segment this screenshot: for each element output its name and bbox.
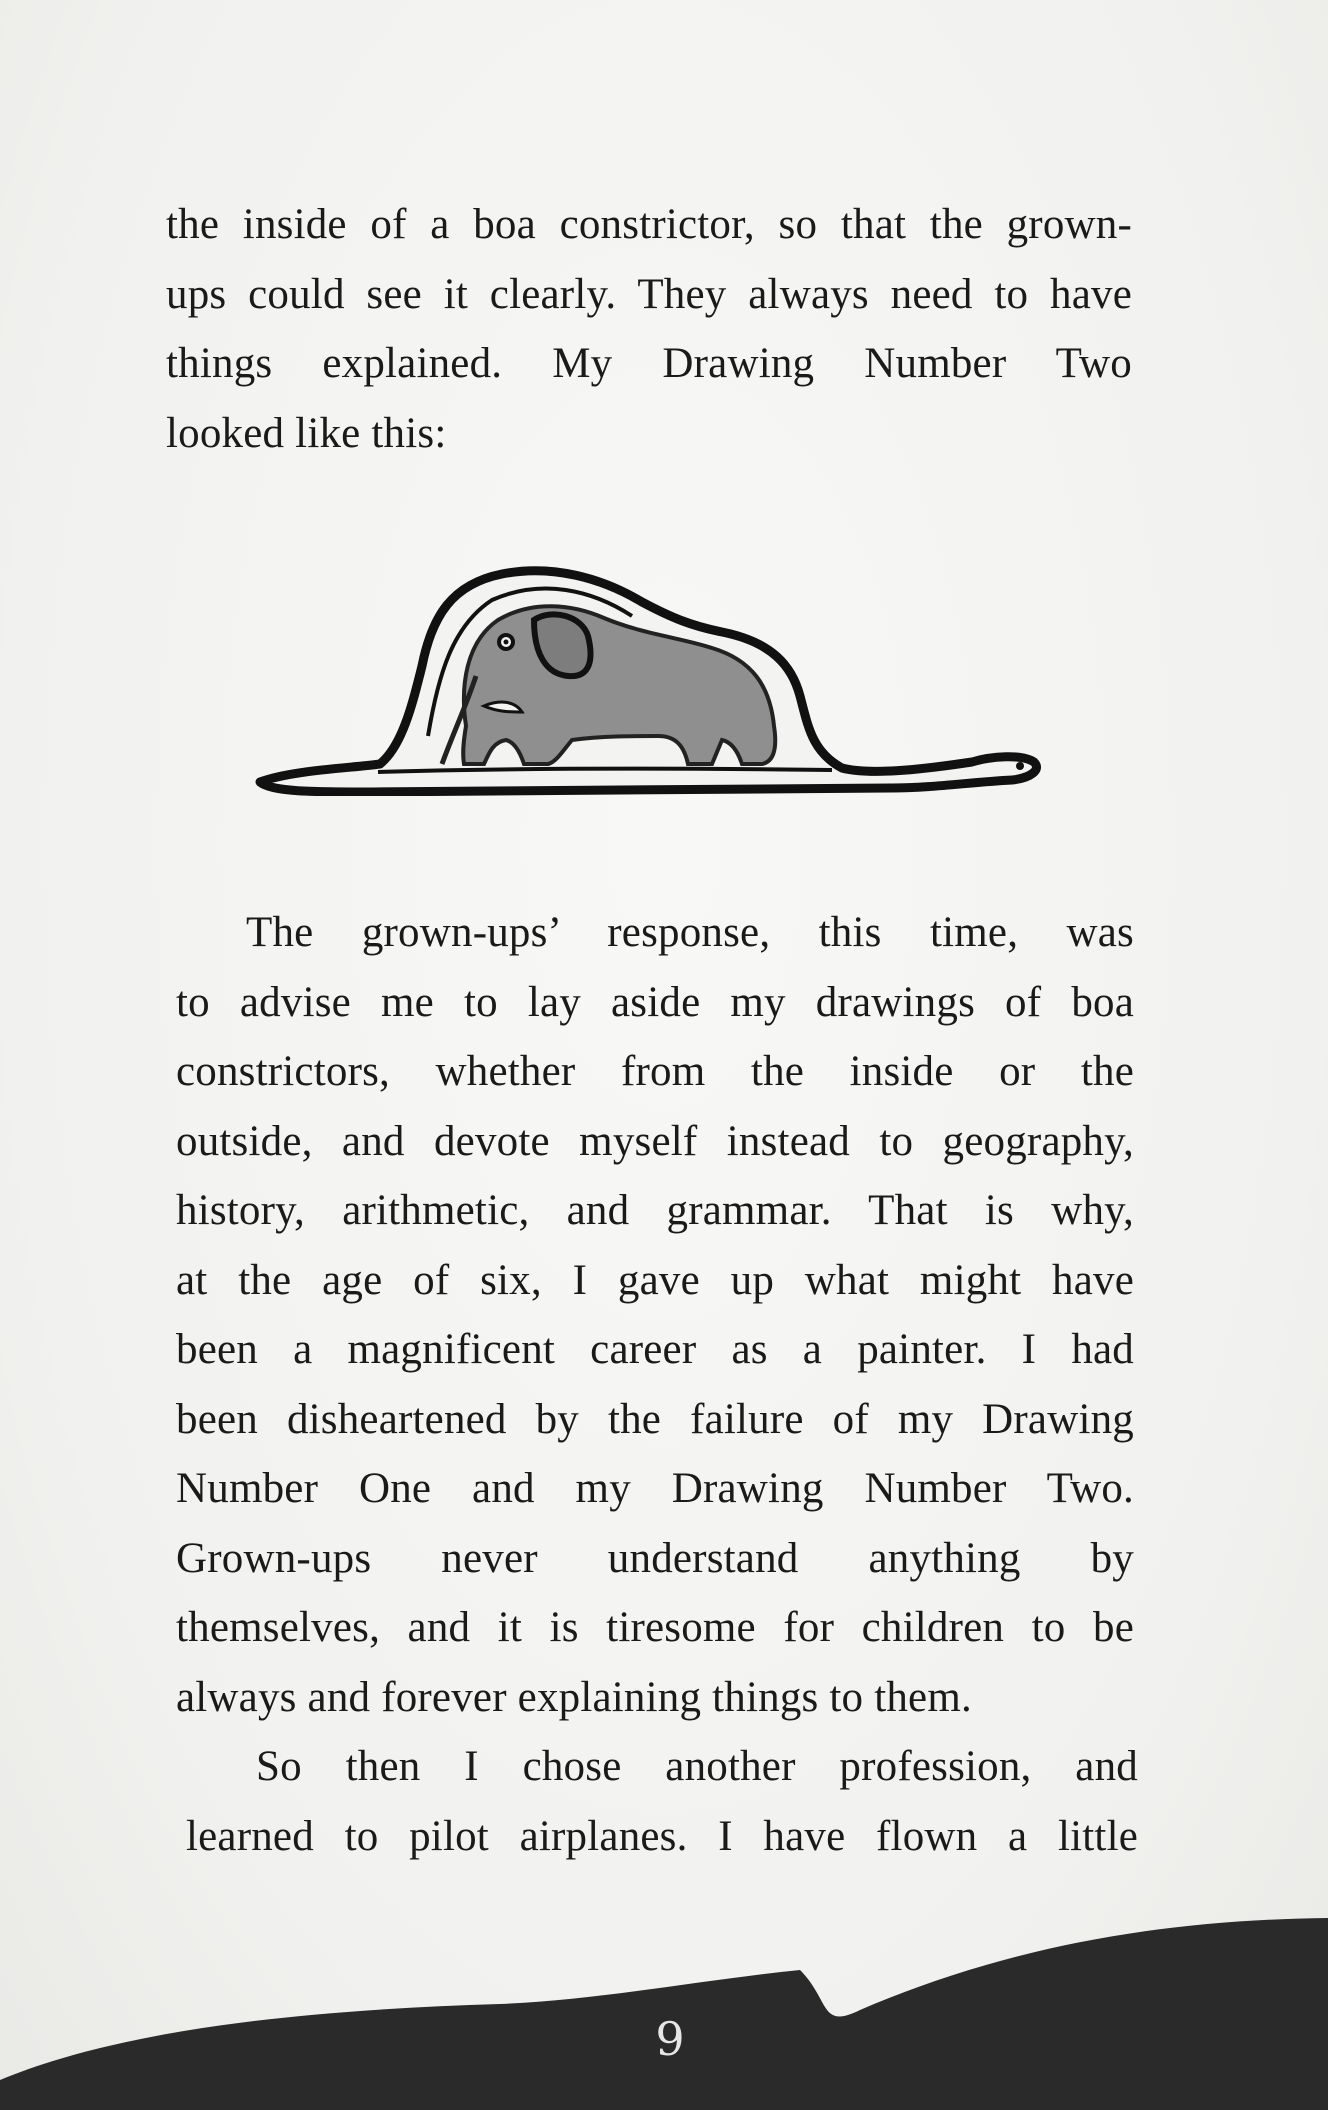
text-line: ups could see it clearly. They always need to have	[166, 270, 1132, 318]
text-line: been disheartened by the failure of my Drawing	[176, 1395, 1134, 1443]
paragraph-drawing-explained	[166, 190, 1132, 468]
text-line: always and forever explaining things to them.	[176, 1673, 972, 1721]
text-line: things explained. My Drawing Number Two	[166, 340, 1132, 387]
text-line: themselves, and it is tiresome for children to be	[176, 1604, 1134, 1651]
text-line: Grown-ups never understand anything by	[176, 1534, 1134, 1582]
text-line: to advise me to lay aside my drawings of boa	[176, 978, 1134, 1026]
footer-band	[0, 1900, 1328, 2110]
text-line: at the age of six, I gave up what might have	[176, 1256, 1134, 1304]
text-line: constrictors, whether from the inside or the	[176, 1048, 1134, 1095]
text-line: outside, and devote myself instead to geography,	[176, 1117, 1134, 1165]
text-line: learned to pilot airplanes. I have flown a little	[186, 1812, 1138, 1860]
text-line: been a magnificent career as a painter. I had	[176, 1326, 1134, 1373]
text-line: the inside of a boa constrictor, so that the grown-	[166, 201, 1132, 248]
text-line: looked like this:	[166, 409, 447, 457]
page-number: 9	[655, 2012, 685, 2066]
elephant-inside-boa-constrictor-icon	[252, 556, 1046, 796]
text-line: history, arithmetic, and grammar. That is why,	[176, 1187, 1134, 1234]
paragraph-pilot-profession	[186, 1732, 1138, 1871]
paragraph-grownups-response	[176, 898, 1134, 1732]
text-line: The grown-ups’ response, this time, was	[246, 909, 1134, 956]
text-line: So then I chose another profession, and	[256, 1743, 1138, 1790]
text-line: Number One and my Drawing Number Two.	[176, 1465, 1134, 1512]
